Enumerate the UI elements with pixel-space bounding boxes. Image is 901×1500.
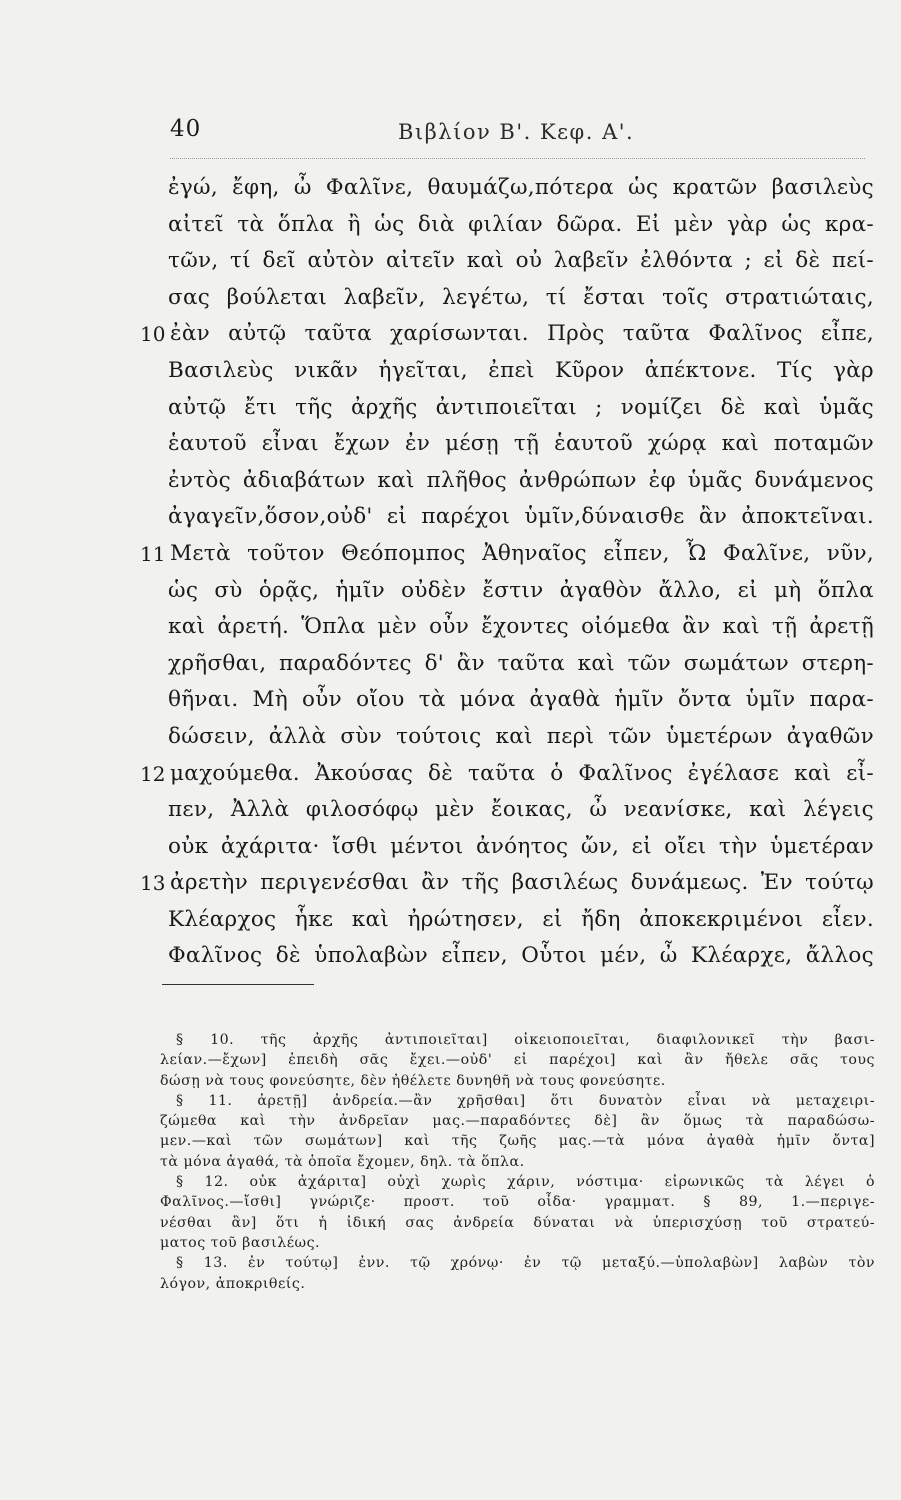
line-text: ἐντὸς ἀδιαβάτων καὶ πλῆθος ἀνθρώπων ἐφ ὑμᾶς δυνάμενος [168,467,874,493]
footnote-line: λείαν.—ἔχων] ἐπειδὴ σᾶς ἔχει.—οὐδ' εἰ παρέχοι] καὶ ἂν ἤθελε σᾶς τους [160,1052,875,1069]
text-line [130,938,880,975]
text-line [130,829,880,866]
text-line [130,865,880,902]
text-line [130,390,880,427]
line-text: ἑαυτοῦ εἶναι ἔχων ἐν μέσῃ τῇ ἑαυτοῦ χώρᾳ καὶ ποταμῶν [168,431,874,457]
line-text: χρῆσθαι, παραδόντες δ' ἂν ταῦτα καὶ τῶν σωμάτων στερη- [168,650,874,676]
text-line [130,646,880,683]
section-number: 12 [140,761,166,786]
footnote-line: δώσῃ νὰ τους φονεύσητε, δὲν ἠθέλετε δυνηθῆ νὰ τους φονεύσητε. [160,1072,666,1089]
line-text: αἰτεῖ τὰ ὅπλα ἢ ὡς διὰ φιλίαν δῶρα. Εἰ μὲν γὰρ ὡς κρα- [168,211,874,237]
header-rule [170,158,865,159]
line-text: Φαλῖνος δὲ ὑπολαβὼν εἶπεν, Οὗτοι μέν, ὦ Κλέαρχε, ἄλλος [168,943,874,969]
line-text: Βασιλεὺς νικᾶν ἡγεῖται, ἐπεὶ Κῦρον ἀπέκτονε. Τίς γὰρ [168,357,874,383]
line-text: αὐτῷ ἔτι τῆς ἀρχῆς ἀντιποιεῖται ; νομίζει δὲ καὶ ὑμᾶς [168,394,874,420]
footnote-line: ζώμεθα καὶ τὴν ἀνδρεῖαν μας.—παραδόντες δὲ] ἂν ὅμως τὰ παραδώσω- [160,1113,875,1130]
page-number: 40 [170,116,202,142]
line-text: ἐὰν αὐτῷ ταῦτα χαρίσωνται. Πρὸς ταῦτα Φαλῖνος εἶπε, [170,321,874,347]
text-line [130,243,880,280]
text-line [130,499,880,536]
text-line [130,792,880,829]
running-head: Βιβλίον Β'. Κεφ. Α'. [398,120,635,144]
line-text: ἀρετὴν περιγενέσθαι ἂν τῆς βασιλέως δυνάμεως. Ἐν τούτῳ [170,870,874,896]
line-text: τῶν, τί δεῖ αὐτὸν αἰτεῖν καὶ οὐ λαβεῖν ἐλθόντα ; εἰ δὲ πεί- [168,248,874,274]
text-line [130,207,880,244]
section-number: 10 [140,322,166,347]
line-text: Κλέαρχος ἧκε καὶ ἠρώτησεν, εἰ ἤδη ἀποκεκριμένοι εἶεν. [168,906,874,932]
footnote-line: τὰ μόνα ἀγαθά, τὰ ὁποῖα ἔχομεν, δηλ. τὰ ὅπλα. [160,1153,525,1170]
footnote-line: § 13. ἐν τούτῳ] ἐνν. τῷ χρόνῳ· ἐν τῷ μεταξύ.—ὑπολαβὼν] λαβὼν τὸν [176,1255,875,1272]
footnote-line: νέσθαι ἂν] ὅτι ἡ ἰδική σας ἀνδρεία δύναται νὰ ὑπερισχύσῃ τοῦ στρατεύ- [160,1214,875,1231]
footnote-line: ματος τοῦ βασιλέως. [160,1234,321,1251]
text-line [130,756,880,793]
line-text: ἀγαγεῖν,ὅσον,οὐδ' εἰ παρέχοι ὑμῖν,δύναισθε ἂν ἀποκτεῖναι. [168,504,874,530]
text-line [130,353,880,390]
text-line [130,316,880,353]
line-text: ὡς σὺ ὁρᾷς, ἡμῖν οὐδὲν ἔστιν ἀγαθὸν ἄλλο, εἰ μὴ ὅπλα [168,577,874,603]
page-header [170,116,870,156]
footnote-line: § 10. τῆς ἀρχῆς ἀντιποιεῖται] οἰκειοποιεῖται, διαφιλονικεῖ τὴν βασι- [176,1032,875,1048]
text-line [130,536,880,573]
line-text: ἐγώ, ἔφη, ὦ Φαλῖνε, θαυμάζω,πότερα ὡς κρατῶν βασιλεὺς [168,175,874,200]
line-text: οὐκ ἀχάριτα· ἴσθι μέντοι ἀνόητος ὤν, εἰ οἴει τὴν ὑμετέραν [168,833,874,859]
text-line [130,426,880,463]
line-text: δώσειν, ἀλλὰ σὺν τούτοις καὶ περὶ τῶν ὑμετέρων ἀγαθῶν [168,723,874,749]
text-line [130,719,880,756]
footnotes [160,1030,875,1294]
line-text: καὶ ἀρετή. Ὅπλα μὲν οὖν ἔχοντες οἰόμεθα ἂν καὶ τῇ ἀρετῇ [168,614,874,640]
footnote-line: § 11. ἀρετῇ] ἀνδρεία.—ἂν χρῆσθαι] ὅτι δυνατὸν εἶναι νὰ μεταχειρι- [176,1092,875,1109]
line-text: μαχούμεθα. Ἀκούσας δὲ ταῦτα ὁ Φαλῖνος ἐγέλασε καὶ εἶ- [170,760,874,786]
footnote-line: λόγον, ἀποκριθείς. [160,1275,306,1292]
footnote-line: μεν.—καὶ τῶν σωμάτων] καὶ τῆς ζωῆς μας.—τὰ μόνα ἀγαθὰ ἡμῖν ὄντα] [160,1133,875,1150]
text-line [130,902,880,939]
footnote-line: Φαλῖνος.—ἴσθι] γνώριζε· προστ. τοῦ οἶδα· γραμματ. § 89, 1.—περιγε- [160,1194,875,1211]
text-line [130,573,880,610]
text-line [130,463,880,500]
text-line [130,170,880,207]
text-line [130,609,880,646]
footnote-rule [162,984,314,985]
text-line [130,280,880,317]
line-text: Μετὰ τοῦτον Θεόπομπος Ἀθηναῖος εἶπεν, Ὦ Φαλῖνε, νῦν, [170,540,874,566]
footnote-line: § 12. οὐκ ἀχάριτα] οὐχὶ χωρὶς χάριν, νόστιμα· εἰρωνικῶς τὰ λέγει ὁ [176,1174,875,1191]
section-number: 13 [140,871,166,896]
line-text: σας βούλεται λαβεῖν, λεγέτω, τί ἔσται τοῖς στρατιώταις, [168,284,874,310]
main-text [130,170,880,975]
line-text: πεν, Ἀλλὰ φιλοσόφῳ μὲν ἔοικας, ὦ νεανίσκε, καὶ λέγεις [168,797,874,823]
text-line [130,682,880,719]
section-number: 11 [140,541,166,566]
line-text: θῆναι. Μὴ οὖν οἴου τὰ μόνα ἀγαθὰ ἡμῖν ὄντα ὑμῖν παρα- [168,687,874,713]
